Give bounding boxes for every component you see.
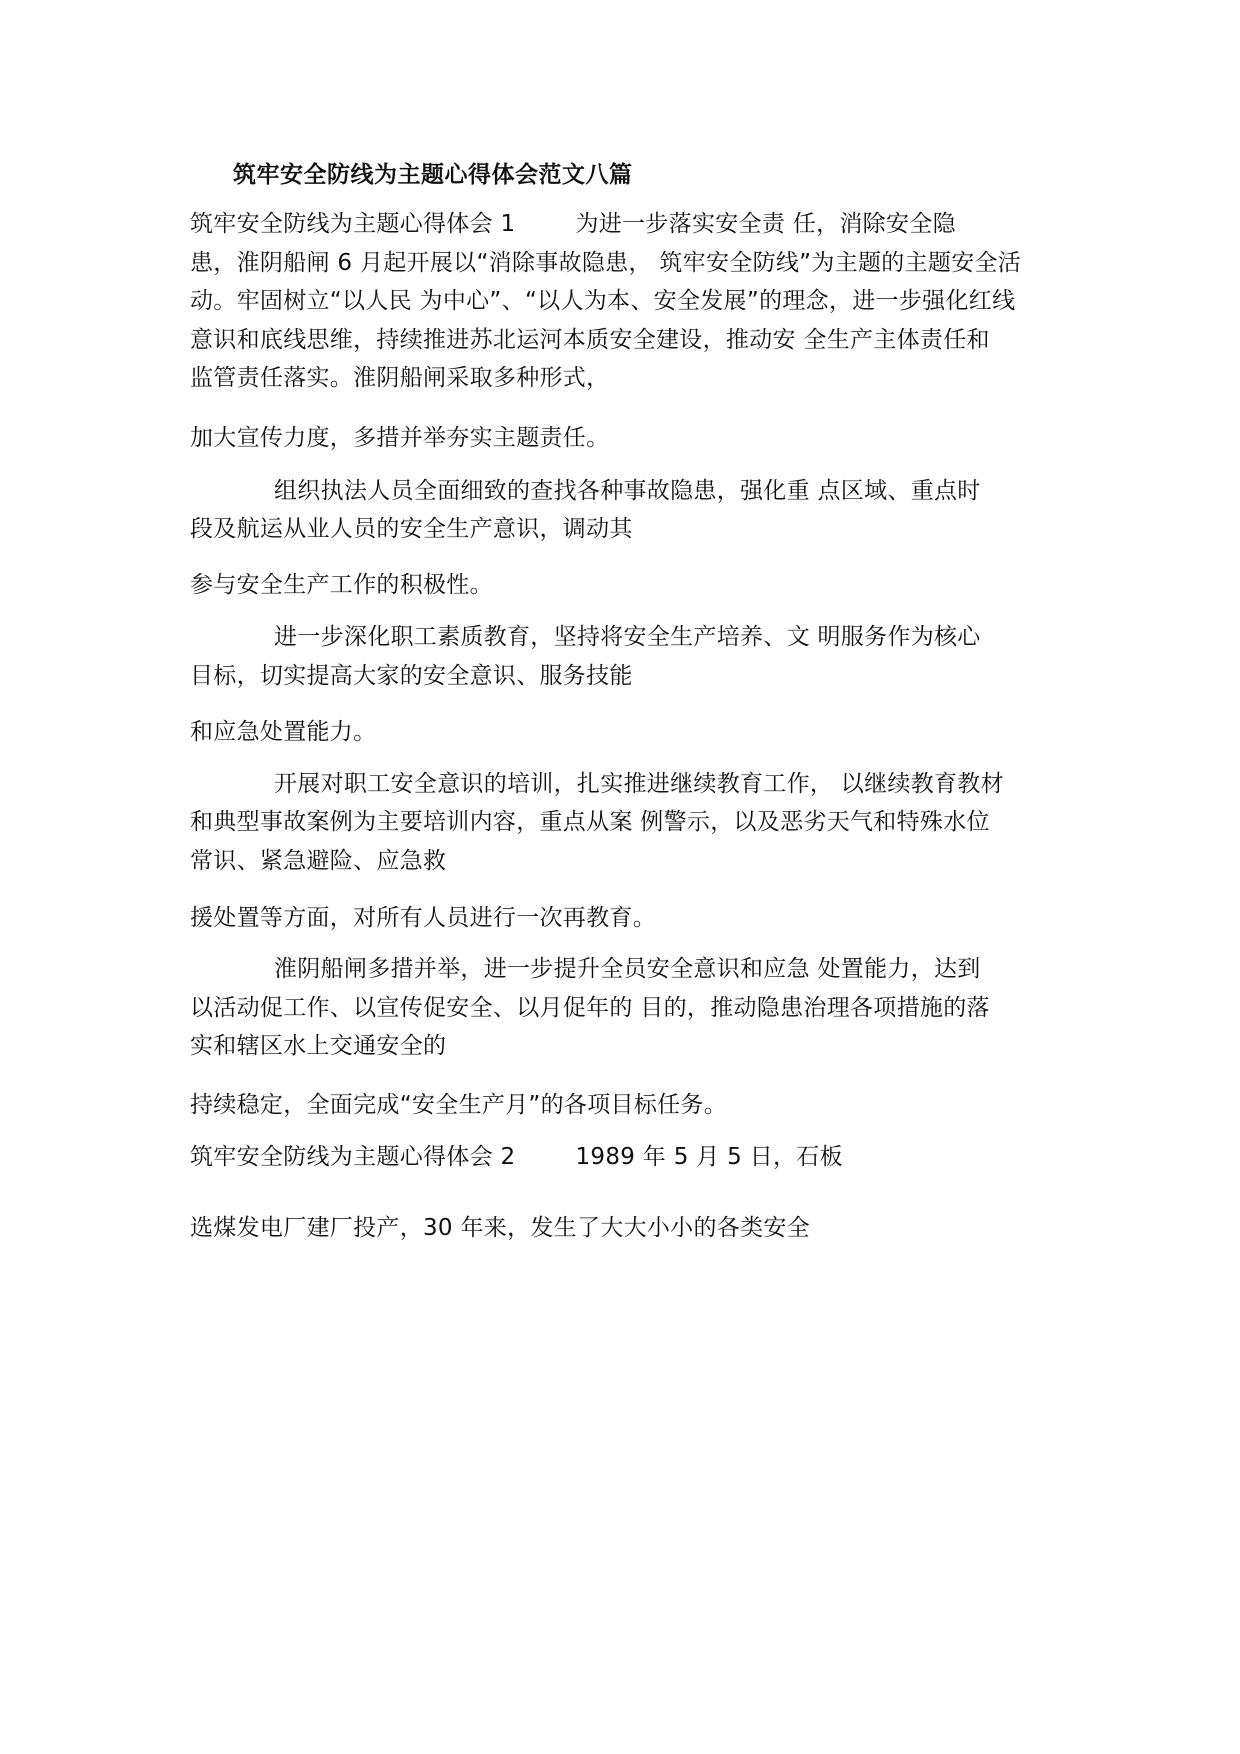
section-heading-1: 筑牢安全防线为主题心得体会 1 [190,211,516,237]
paragraph-line [190,209,956,239]
paragraph-line: 监管责任落实。淮阴船闸采取多种形式， [190,365,610,391]
paragraph-line: 淮阴船闸多措并举，进一步提升全员安全意识和应急 处置能力，达到 [274,956,981,982]
paragraph-line: 援处置等方面，对所有人员进行一次再教育。 [190,905,656,931]
paragraph-line: 选煤发电厂建厂投产，30 年来，发生了大大小小的各类安全 [190,1215,810,1241]
paragraph-line: 目标，切实提高大家的安全意识、服务技能 [190,663,633,689]
section-text: 为进一步落实安全责 任，消除安全隐 [575,211,956,237]
paragraph-line: 开展对职工安全意识的培训，扎实推进继续教育工作， 以继续教育教材 [274,771,1004,797]
section-heading-2: 筑牢安全防线为主题心得体会 2 [190,1144,516,1170]
paragraph-line: 进一步深化职工素质教育，坚持将安全生产培养、文 明服务作为核心 [274,624,981,650]
paragraph-line: 意识和底线思维，持续推进苏北运河本质安全建设，推动安 全生产主体责任和 [190,327,990,353]
paragraph-line: 动。牢固树立“以人民 为中心”、“以人为本、安全发展”的理念，进一步强化红线 [190,288,1016,314]
paragraph-line: 以活动促工作、以宣传促安全、以月促年的 目的，推动隐患治理各项措施的落 [190,995,990,1021]
paragraph-line: 参与安全生产工作的积极性。 [190,572,493,598]
paragraph-line: 持续稳定，全面完成“安全生产月”的各项目标任务。 [190,1092,728,1118]
section-text: 1989 年 5 月 5 日，石板 [575,1144,843,1170]
paragraph-line: 实和辖区水上交通安全的 [190,1033,447,1059]
paragraph-line: 患，淮阴船闸 6 月起开展以“消除事故隐患， 筑牢安全防线”为主题的主题安全活 [190,250,1022,276]
paragraph-line: 常识、紧急避险、应急救 [190,848,447,874]
paragraph-line: 段及航运从业人员的安全生产意识，调动其 [190,516,633,542]
paragraph-line: 加大宣传力度，多措并举夯实主题责任。 [190,425,610,451]
paragraph-line [190,1142,843,1172]
paragraph-line: 和典型事故案例为主要培训内容，重点从案 例警示，以及恶劣天气和特殊水位 [190,809,990,835]
document-title: 筑牢安全防线为主题心得体会范文八篇 [233,162,633,188]
paragraph-line: 组织执法人员全面细致的查找各种事故隐患，强化重 点区域、重点时 [274,478,981,504]
paragraph-line: 和应急处置能力。 [190,719,377,745]
